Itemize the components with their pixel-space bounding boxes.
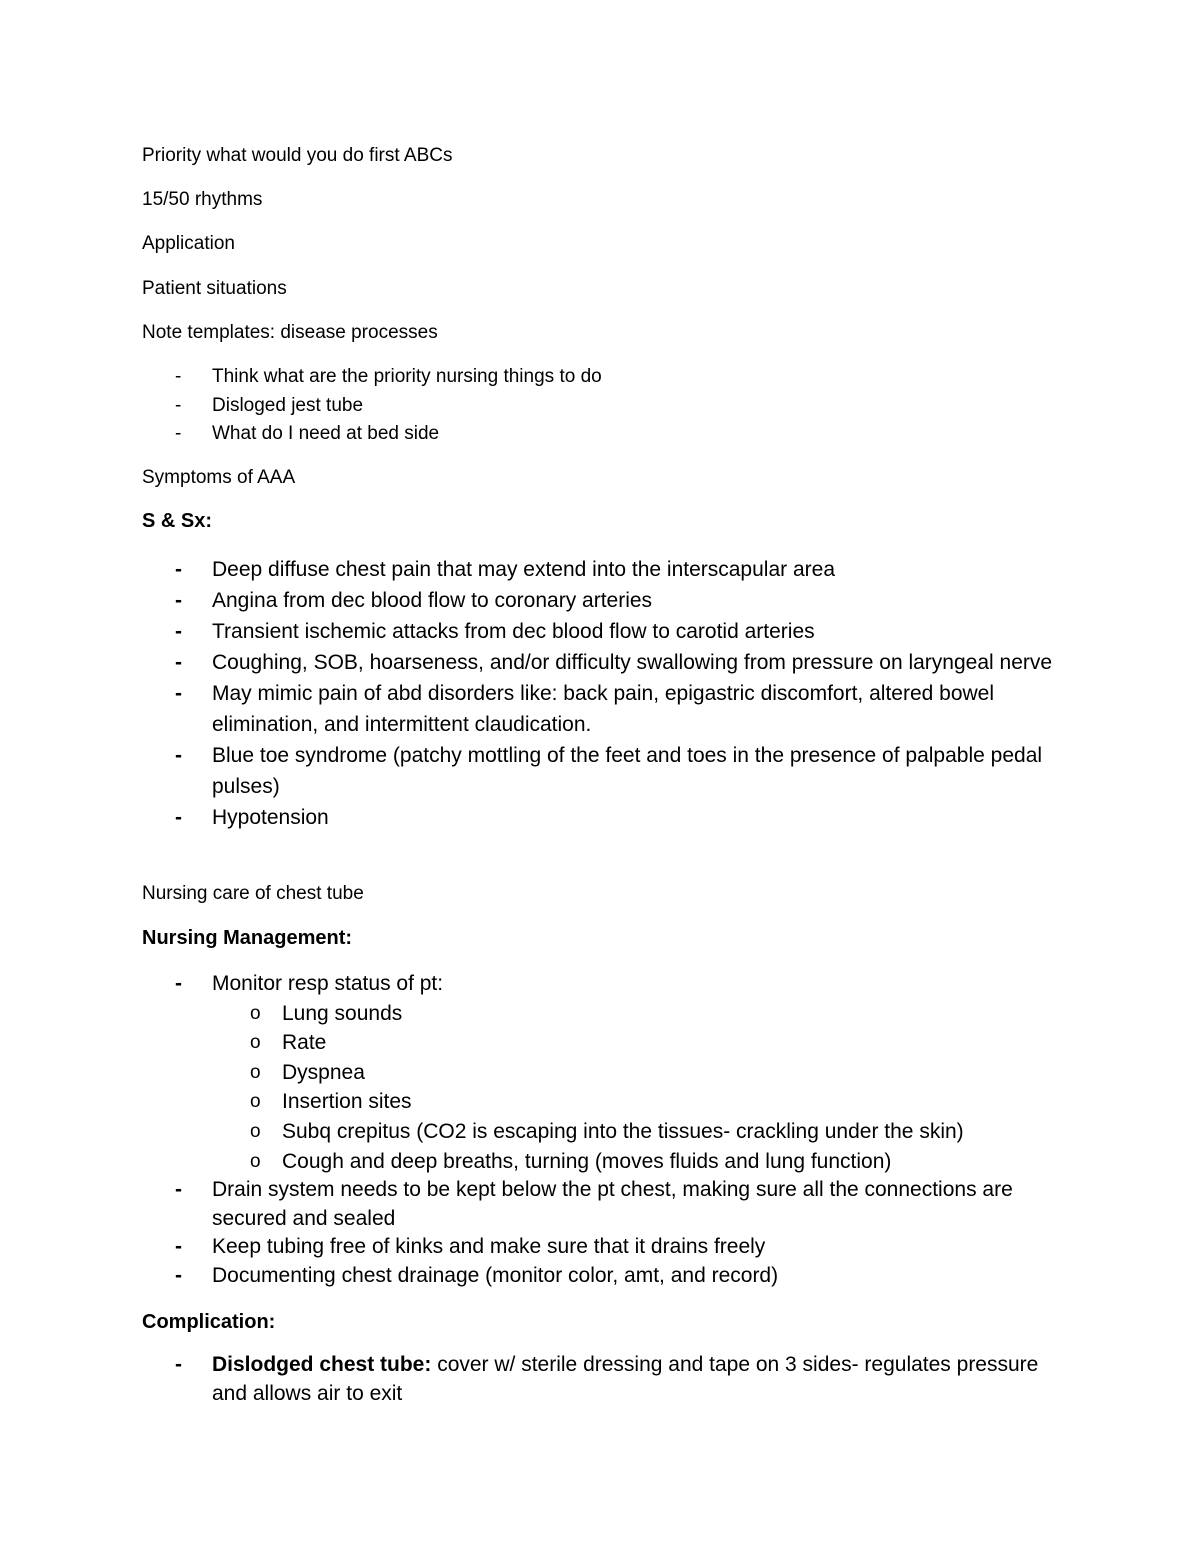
nursing-management-list	[0, 969, 1200, 1290]
complication-text: cover w/ sterile dressing and tape on 3 sides- regulates pressure and allows air to exit	[212, 1353, 1039, 1405]
circle-bullet: o	[250, 1032, 261, 1054]
ssx-list	[0, 554, 1200, 833]
dash-bullet: -	[175, 1235, 182, 1259]
sublist-item	[212, 999, 1072, 1029]
monitor-sublist	[212, 999, 1072, 1177]
sublist-item-text: Lung sounds	[282, 1001, 403, 1025]
circle-bullet: o	[250, 1002, 261, 1024]
list-item	[0, 802, 1072, 833]
sublist-item	[212, 1087, 1072, 1117]
dash-bullet: -	[175, 423, 182, 444]
intro-line-patient-situations: Patient situations	[142, 278, 287, 299]
note-template-list	[0, 363, 1200, 449]
dash-bullet: -	[175, 558, 182, 581]
intro-line-application: Application	[142, 233, 235, 254]
dash-bullet: -	[175, 620, 182, 643]
ssx-heading: S & Sx:	[142, 510, 213, 532]
list-item-text: Drain system needs to be kept below the pt chest, making sure all the connections are secured and sealed	[212, 1178, 1013, 1230]
list-item	[0, 1351, 1072, 1408]
intro-line-note-templates: Note templates: disease processes	[142, 322, 438, 343]
list-item	[0, 1176, 1072, 1233]
list-item	[0, 420, 1072, 449]
list-item	[0, 740, 1072, 802]
complication-list	[0, 1351, 1200, 1408]
list-item-text: What do I need at bed side	[212, 423, 440, 444]
sublist-item-text: Subq crepitus (CO2 is escaping into the tissues- crackling under the skin)	[282, 1119, 964, 1143]
dash-bullet: -	[175, 972, 182, 995]
sublist-item-text: Cough and deep breaths, turning (moves fluids and lung function)	[282, 1149, 892, 1173]
dash-bullet: -	[175, 1353, 182, 1376]
chest-tube-section-title: Nursing care of chest tube	[142, 883, 364, 904]
list-item	[0, 647, 1072, 678]
sublist-item	[212, 1028, 1072, 1058]
list-item	[0, 969, 1072, 1176]
dash-bullet: -	[175, 744, 182, 767]
list-item-text: Disloged jest tube	[212, 394, 364, 416]
list-item-text: Angina from dec blood flow to coronary arteries	[212, 589, 653, 612]
intro-line-priority: Priority what would you do first ABCs	[142, 145, 453, 166]
dash-bullet: -	[175, 394, 182, 416]
circle-bullet: o	[250, 1061, 261, 1083]
list-item-text: Hypotension	[212, 806, 329, 829]
list-item-text: May mimic pain of abd disorders like: back pain, epigastric discomfort, altered bowel elimination, and intermittent claudication.	[212, 682, 995, 736]
circle-bullet: o	[250, 1091, 261, 1113]
dash-bullet: -	[175, 1178, 182, 1202]
sublist-item	[212, 1058, 1072, 1088]
list-item-text: Blue toe syndrome (patchy mottling of the feet and toes in the presence of palpable pedal pulses)	[212, 744, 1043, 798]
list-item	[0, 616, 1072, 647]
aaa-section-title: Symptoms of AAA	[142, 467, 296, 488]
sublist-item	[212, 1147, 1072, 1177]
list-item-text: Keep tubing free of kinks and make sure that it drains freely	[212, 1235, 766, 1259]
list-item	[0, 585, 1072, 616]
nursing-management-heading: Nursing Management:	[142, 927, 353, 949]
dash-bullet: -	[175, 366, 182, 387]
sublist-item-text: Rate	[282, 1031, 327, 1055]
complication-heading: Complication:	[142, 1311, 276, 1333]
list-item-text: Coughing, SOB, hoarseness, and/or difficulty swallowing from pressure on laryngeal nerve	[212, 651, 1053, 674]
dash-bullet: -	[175, 1263, 182, 1287]
list-item	[0, 554, 1072, 585]
sublist-item-text: Dyspnea	[282, 1060, 365, 1084]
list-item	[0, 363, 1072, 392]
complication-label: Dislodged chest tube:	[212, 1353, 432, 1376]
list-item	[0, 678, 1072, 740]
dash-bullet: -	[175, 589, 182, 612]
list-item-text: Deep diffuse chest pain that may extend into the interscapular area	[212, 558, 835, 581]
list-item-text: Monitor resp status of pt:	[212, 972, 444, 995]
list-item	[0, 392, 1072, 421]
intro-line-rhythms: 15/50 rhythms	[142, 189, 263, 210]
circle-bullet: o	[250, 1120, 261, 1142]
list-item-text: Think what are the priority nursing things to do	[212, 366, 602, 387]
dash-bullet: -	[175, 651, 182, 674]
dash-bullet: -	[175, 682, 182, 705]
list-item-text: Documenting chest drainage (monitor color, amt, and record)	[212, 1263, 779, 1287]
dash-bullet: -	[175, 806, 182, 829]
list-item	[0, 1233, 1072, 1262]
circle-bullet: o	[250, 1150, 261, 1172]
sublist-item	[212, 1117, 1072, 1147]
list-item-text: Transient ischemic attacks from dec blood flow to carotid arteries	[212, 620, 815, 643]
sublist-item-text: Insertion sites	[282, 1090, 412, 1114]
list-item	[0, 1262, 1072, 1291]
